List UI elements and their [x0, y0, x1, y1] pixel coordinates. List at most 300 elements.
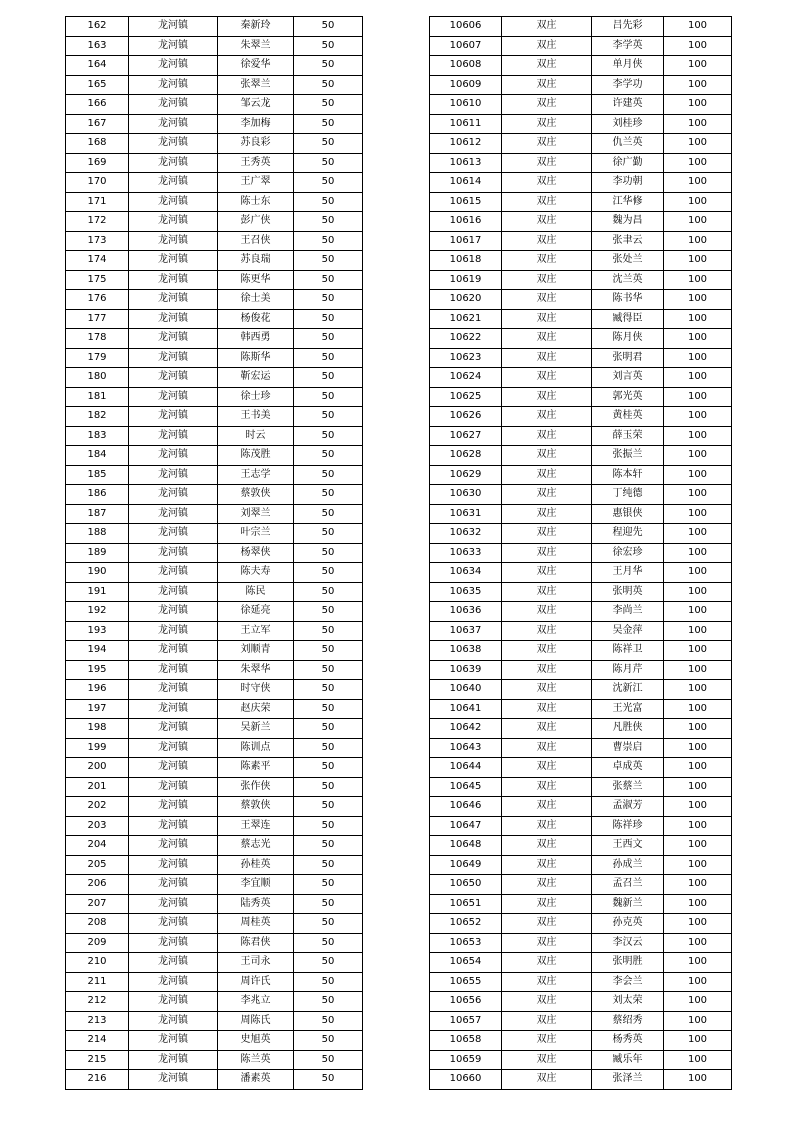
amount-cell: 50 — [294, 797, 363, 817]
name-cell: 李汉云 — [592, 933, 664, 953]
id-cell: 210 — [66, 953, 129, 973]
name-cell: 孙克英 — [592, 914, 664, 934]
name-cell: 刘太荣 — [592, 992, 664, 1012]
town-cell: 双庄 — [502, 212, 592, 232]
town-cell: 龙河镇 — [129, 1070, 218, 1090]
table-row — [430, 816, 732, 836]
name-cell: 张蔡兰 — [592, 777, 664, 797]
name-cell: 黄桂英 — [592, 407, 664, 427]
amount-cell: 100 — [664, 524, 732, 544]
name-cell: 孟淑芳 — [592, 797, 664, 817]
town-cell: 龙河镇 — [129, 56, 218, 76]
amount-cell: 100 — [664, 738, 732, 758]
amount-cell: 100 — [664, 36, 732, 56]
name-cell: 薛玉荣 — [592, 426, 664, 446]
name-cell: 陈本轩 — [592, 465, 664, 485]
table-row — [430, 212, 732, 232]
id-cell: 10638 — [430, 641, 502, 661]
name-cell: 孙成兰 — [592, 855, 664, 875]
name-cell: 潘素英 — [218, 1070, 294, 1090]
town-cell: 双庄 — [502, 816, 592, 836]
amount-cell: 50 — [294, 563, 363, 583]
name-cell: 李学功 — [592, 75, 664, 95]
table-row — [66, 602, 363, 622]
town-cell: 双庄 — [502, 914, 592, 934]
town-cell: 龙河镇 — [129, 290, 218, 310]
name-cell: 周陈氏 — [218, 1011, 294, 1031]
amount-cell: 100 — [664, 1011, 732, 1031]
id-cell: 193 — [66, 621, 129, 641]
id-cell: 10613 — [430, 153, 502, 173]
town-cell: 双庄 — [502, 134, 592, 154]
town-cell: 双庄 — [502, 465, 592, 485]
name-cell: 陈士东 — [218, 192, 294, 212]
amount-cell: 100 — [664, 290, 732, 310]
amount-cell: 100 — [664, 446, 732, 466]
table-row — [66, 270, 363, 290]
amount-cell: 50 — [294, 75, 363, 95]
town-cell: 双庄 — [502, 641, 592, 661]
amount-cell: 50 — [294, 758, 363, 778]
table-row — [66, 173, 363, 193]
table-row — [430, 738, 732, 758]
town-cell: 双庄 — [502, 290, 592, 310]
table-row — [430, 641, 732, 661]
table-row — [430, 563, 732, 583]
amount-cell: 50 — [294, 212, 363, 232]
town-cell: 双庄 — [502, 797, 592, 817]
name-cell: 蔡敦侠 — [218, 797, 294, 817]
name-cell: 蔡绍秀 — [592, 1011, 664, 1031]
town-cell: 龙河镇 — [129, 719, 218, 739]
id-cell: 199 — [66, 738, 129, 758]
name-cell: 徐士美 — [218, 290, 294, 310]
town-cell: 双庄 — [502, 426, 592, 446]
id-cell: 165 — [66, 75, 129, 95]
amount-cell: 100 — [664, 309, 732, 329]
town-cell: 双庄 — [502, 524, 592, 544]
id-cell: 10657 — [430, 1011, 502, 1031]
table-row — [430, 1050, 732, 1070]
id-cell: 10660 — [430, 1070, 502, 1090]
town-cell: 龙河镇 — [129, 797, 218, 817]
town-cell: 龙河镇 — [129, 114, 218, 134]
id-cell: 171 — [66, 192, 129, 212]
amount-cell: 100 — [664, 114, 732, 134]
id-cell: 196 — [66, 680, 129, 700]
amount-cell: 50 — [294, 641, 363, 661]
amount-cell: 50 — [294, 387, 363, 407]
town-cell: 双庄 — [502, 1031, 592, 1051]
amount-cell: 50 — [294, 582, 363, 602]
name-cell: 史旭英 — [218, 1031, 294, 1051]
town-cell: 龙河镇 — [129, 153, 218, 173]
name-cell: 杨翠侠 — [218, 543, 294, 563]
amount-cell: 50 — [294, 933, 363, 953]
id-cell: 10635 — [430, 582, 502, 602]
table-row — [430, 524, 732, 544]
name-cell: 陈月芹 — [592, 660, 664, 680]
town-cell: 龙河镇 — [129, 836, 218, 856]
name-cell: 彭广侠 — [218, 212, 294, 232]
table-row — [430, 368, 732, 388]
table-row — [430, 407, 732, 427]
table-row — [66, 680, 363, 700]
left-table-body — [66, 17, 363, 1090]
town-cell: 双庄 — [502, 738, 592, 758]
id-cell: 10642 — [430, 719, 502, 739]
amount-cell: 100 — [664, 407, 732, 427]
town-cell: 龙河镇 — [129, 231, 218, 251]
table-row — [430, 504, 732, 524]
id-cell: 186 — [66, 485, 129, 505]
amount-cell: 50 — [294, 953, 363, 973]
id-cell: 10614 — [430, 173, 502, 193]
town-cell: 龙河镇 — [129, 485, 218, 505]
id-cell: 10646 — [430, 797, 502, 817]
name-cell: 陈月侠 — [592, 329, 664, 349]
name-cell: 孟召兰 — [592, 875, 664, 895]
amount-cell: 100 — [664, 212, 732, 232]
id-cell: 10619 — [430, 270, 502, 290]
table-row — [430, 758, 732, 778]
amount-cell: 100 — [664, 563, 732, 583]
table-row — [430, 933, 732, 953]
amount-cell: 100 — [664, 660, 732, 680]
town-cell: 双庄 — [502, 173, 592, 193]
town-cell: 龙河镇 — [129, 933, 218, 953]
table-row — [66, 855, 363, 875]
name-cell: 凡胜侠 — [592, 719, 664, 739]
amount-cell: 100 — [664, 251, 732, 271]
amount-cell: 50 — [294, 680, 363, 700]
name-cell: 时守侠 — [218, 680, 294, 700]
id-cell: 177 — [66, 309, 129, 329]
name-cell: 陈兰英 — [218, 1050, 294, 1070]
id-cell: 176 — [66, 290, 129, 310]
id-cell: 10621 — [430, 309, 502, 329]
table-row — [66, 894, 363, 914]
table-row — [66, 114, 363, 134]
town-cell: 双庄 — [502, 777, 592, 797]
amount-cell: 100 — [664, 972, 732, 992]
id-cell: 10632 — [430, 524, 502, 544]
town-cell: 龙河镇 — [129, 738, 218, 758]
id-cell: 189 — [66, 543, 129, 563]
name-cell: 单月侠 — [592, 56, 664, 76]
right-table — [429, 16, 732, 1090]
town-cell: 双庄 — [502, 270, 592, 290]
id-cell: 209 — [66, 933, 129, 953]
town-cell: 双庄 — [502, 660, 592, 680]
amount-cell: 50 — [294, 972, 363, 992]
amount-cell: 100 — [664, 231, 732, 251]
amount-cell: 50 — [294, 368, 363, 388]
table-row — [430, 75, 732, 95]
name-cell: 时云 — [218, 426, 294, 446]
id-cell: 10626 — [430, 407, 502, 427]
id-cell: 205 — [66, 855, 129, 875]
amount-cell: 100 — [664, 758, 732, 778]
amount-cell: 100 — [664, 17, 732, 37]
table-row — [66, 914, 363, 934]
town-cell: 双庄 — [502, 368, 592, 388]
name-cell: 魏新兰 — [592, 894, 664, 914]
name-cell: 李学英 — [592, 36, 664, 56]
amount-cell: 50 — [294, 309, 363, 329]
table-row — [430, 290, 732, 310]
amount-cell: 50 — [294, 894, 363, 914]
table-row — [66, 719, 363, 739]
town-cell: 双庄 — [502, 699, 592, 719]
town-cell: 龙河镇 — [129, 621, 218, 641]
id-cell: 10618 — [430, 251, 502, 271]
amount-cell: 50 — [294, 777, 363, 797]
id-cell: 208 — [66, 914, 129, 934]
name-cell: 王书美 — [218, 407, 294, 427]
town-cell: 龙河镇 — [129, 972, 218, 992]
id-cell: 10649 — [430, 855, 502, 875]
town-cell: 龙河镇 — [129, 173, 218, 193]
id-cell: 10645 — [430, 777, 502, 797]
amount-cell: 50 — [294, 1011, 363, 1031]
table-row — [66, 1070, 363, 1090]
table-row — [66, 953, 363, 973]
table-row — [66, 329, 363, 349]
name-cell: 吴金萍 — [592, 621, 664, 641]
name-cell: 张振兰 — [592, 446, 664, 466]
amount-cell: 50 — [294, 348, 363, 368]
name-cell: 王秀英 — [218, 153, 294, 173]
name-cell: 张明英 — [592, 582, 664, 602]
name-cell: 徐士珍 — [218, 387, 294, 407]
amount-cell: 100 — [664, 504, 732, 524]
table-row — [66, 524, 363, 544]
name-cell: 张明君 — [592, 348, 664, 368]
table-row — [66, 153, 363, 173]
amount-cell: 100 — [664, 621, 732, 641]
table-row — [430, 894, 732, 914]
name-cell: 魏为昌 — [592, 212, 664, 232]
town-cell: 双庄 — [502, 485, 592, 505]
id-cell: 10647 — [430, 816, 502, 836]
town-cell: 龙河镇 — [129, 251, 218, 271]
name-cell: 陈斯华 — [218, 348, 294, 368]
id-cell: 216 — [66, 1070, 129, 1090]
town-cell: 双庄 — [502, 95, 592, 115]
name-cell: 陈书华 — [592, 290, 664, 310]
town-cell: 龙河镇 — [129, 465, 218, 485]
amount-cell: 50 — [294, 329, 363, 349]
town-cell: 龙河镇 — [129, 212, 218, 232]
table-row — [66, 972, 363, 992]
name-cell: 徐宏珍 — [592, 543, 664, 563]
amount-cell: 100 — [664, 368, 732, 388]
amount-cell: 50 — [294, 875, 363, 895]
id-cell: 10622 — [430, 329, 502, 349]
name-cell: 陈民 — [218, 582, 294, 602]
table-row — [430, 1031, 732, 1051]
id-cell: 195 — [66, 660, 129, 680]
town-cell: 龙河镇 — [129, 758, 218, 778]
town-cell: 龙河镇 — [129, 348, 218, 368]
town-cell: 龙河镇 — [129, 914, 218, 934]
amount-cell: 50 — [294, 816, 363, 836]
table-row — [430, 836, 732, 856]
table-row — [430, 953, 732, 973]
town-cell: 龙河镇 — [129, 875, 218, 895]
table-row — [430, 329, 732, 349]
id-cell: 10643 — [430, 738, 502, 758]
town-cell: 双庄 — [502, 582, 592, 602]
name-cell: 张明胜 — [592, 953, 664, 973]
id-cell: 10659 — [430, 1050, 502, 1070]
amount-cell: 100 — [664, 153, 732, 173]
amount-cell: 100 — [664, 816, 732, 836]
id-cell: 203 — [66, 816, 129, 836]
name-cell: 仇兰英 — [592, 134, 664, 154]
name-cell: 邹云龙 — [218, 95, 294, 115]
name-cell: 王光富 — [592, 699, 664, 719]
amount-cell: 50 — [294, 699, 363, 719]
amount-cell: 100 — [664, 1031, 732, 1051]
town-cell: 双庄 — [502, 56, 592, 76]
name-cell: 王志学 — [218, 465, 294, 485]
name-cell: 周桂英 — [218, 914, 294, 934]
name-cell: 李宜顺 — [218, 875, 294, 895]
table-row — [430, 680, 732, 700]
id-cell: 206 — [66, 875, 129, 895]
amount-cell: 50 — [294, 407, 363, 427]
town-cell: 龙河镇 — [129, 777, 218, 797]
town-cell: 双庄 — [502, 972, 592, 992]
town-cell: 双庄 — [502, 75, 592, 95]
table-row — [66, 543, 363, 563]
town-cell: 龙河镇 — [129, 563, 218, 583]
table-row — [430, 465, 732, 485]
id-cell: 10617 — [430, 231, 502, 251]
id-cell: 214 — [66, 1031, 129, 1051]
table-row — [66, 290, 363, 310]
amount-cell: 50 — [294, 290, 363, 310]
town-cell: 龙河镇 — [129, 368, 218, 388]
table-row — [430, 1070, 732, 1090]
table-row — [66, 621, 363, 641]
amount-cell: 50 — [294, 56, 363, 76]
table-row — [430, 95, 732, 115]
name-cell: 张作侠 — [218, 777, 294, 797]
amount-cell: 100 — [664, 95, 732, 115]
amount-cell: 100 — [664, 914, 732, 934]
amount-cell: 50 — [294, 602, 363, 622]
amount-cell: 100 — [664, 797, 732, 817]
name-cell: 刘桂珍 — [592, 114, 664, 134]
amount-cell: 50 — [294, 231, 363, 251]
town-cell: 龙河镇 — [129, 992, 218, 1012]
name-cell: 陈茂胜 — [218, 446, 294, 466]
table-row — [66, 816, 363, 836]
id-cell: 10637 — [430, 621, 502, 641]
table-row — [66, 660, 363, 680]
town-cell: 龙河镇 — [129, 699, 218, 719]
town-cell: 双庄 — [502, 114, 592, 134]
amount-cell: 50 — [294, 1031, 363, 1051]
name-cell: 陈夫寿 — [218, 563, 294, 583]
table-row — [430, 660, 732, 680]
town-cell: 双庄 — [502, 446, 592, 466]
id-cell: 182 — [66, 407, 129, 427]
table-row — [430, 309, 732, 329]
name-cell: 陈素平 — [218, 758, 294, 778]
name-cell: 张翠兰 — [218, 75, 294, 95]
table-row — [66, 485, 363, 505]
id-cell: 164 — [66, 56, 129, 76]
amount-cell: 50 — [294, 1070, 363, 1090]
name-cell: 陈祥珍 — [592, 816, 664, 836]
name-cell: 王月华 — [592, 563, 664, 583]
table-row — [66, 836, 363, 856]
table-row — [66, 192, 363, 212]
amount-cell: 100 — [664, 855, 732, 875]
table-row — [66, 251, 363, 271]
town-cell: 双庄 — [502, 1011, 592, 1031]
id-cell: 10658 — [430, 1031, 502, 1051]
table-row — [430, 992, 732, 1012]
amount-cell: 100 — [664, 1050, 732, 1070]
name-cell: 靳宏运 — [218, 368, 294, 388]
town-cell: 龙河镇 — [129, 894, 218, 914]
amount-cell: 100 — [664, 933, 732, 953]
name-cell: 李兆立 — [218, 992, 294, 1012]
amount-cell: 100 — [664, 836, 732, 856]
name-cell: 陈训点 — [218, 738, 294, 758]
amount-cell: 100 — [664, 348, 732, 368]
id-cell: 10629 — [430, 465, 502, 485]
amount-cell: 100 — [664, 543, 732, 563]
id-cell: 10650 — [430, 875, 502, 895]
town-cell: 双庄 — [502, 855, 592, 875]
name-cell: 曹崇启 — [592, 738, 664, 758]
table-row — [66, 875, 363, 895]
table-row — [66, 75, 363, 95]
name-cell: 蔡志光 — [218, 836, 294, 856]
town-cell: 龙河镇 — [129, 582, 218, 602]
town-cell: 双庄 — [502, 894, 592, 914]
id-cell: 200 — [66, 758, 129, 778]
id-cell: 202 — [66, 797, 129, 817]
id-cell: 10628 — [430, 446, 502, 466]
town-cell: 龙河镇 — [129, 1031, 218, 1051]
table-row — [66, 134, 363, 154]
id-cell: 10640 — [430, 680, 502, 700]
name-cell: 刘言英 — [592, 368, 664, 388]
table-row — [66, 777, 363, 797]
amount-cell: 100 — [664, 485, 732, 505]
table-row — [430, 173, 732, 193]
amount-cell: 50 — [294, 446, 363, 466]
table-row — [66, 933, 363, 953]
table-row — [66, 348, 363, 368]
id-cell: 10609 — [430, 75, 502, 95]
name-cell: 李功朝 — [592, 173, 664, 193]
town-cell: 双庄 — [502, 836, 592, 856]
town-cell: 双庄 — [502, 407, 592, 427]
table-row — [430, 719, 732, 739]
amount-cell: 100 — [664, 641, 732, 661]
name-cell: 丁纯德 — [592, 485, 664, 505]
id-cell: 170 — [66, 173, 129, 193]
id-cell: 10644 — [430, 758, 502, 778]
